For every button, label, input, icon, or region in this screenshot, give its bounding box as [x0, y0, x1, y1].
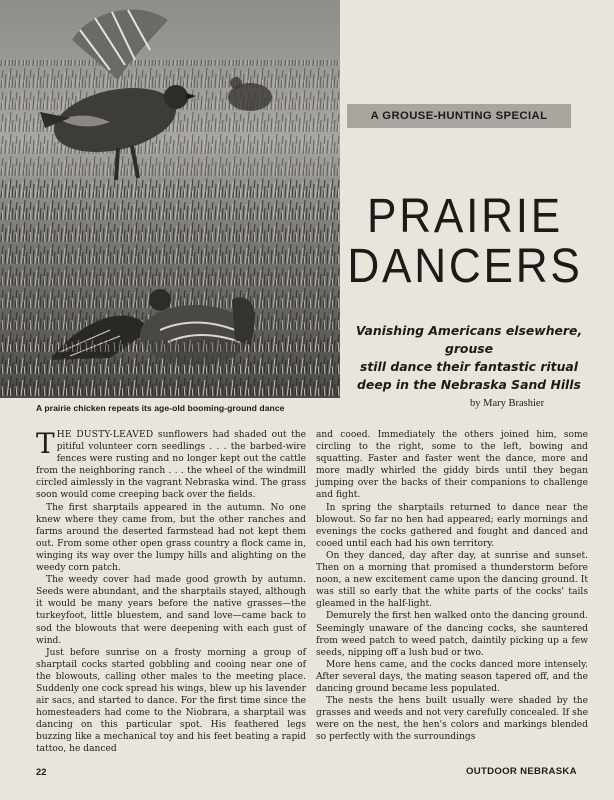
- article-column-right: [316, 429, 588, 743]
- subtitle-line-2: still dance their fantastic ritual: [359, 359, 579, 374]
- paragraph: More hens came, and the cocks danced more intensely. After several days, the mating season tapered off, and the dancing ground became less populated.: [316, 659, 588, 694]
- article-subtitle: [338, 322, 600, 394]
- title-line-1: PRAIRIE: [366, 190, 563, 243]
- paragraph: [36, 429, 306, 502]
- paragraph: In spring the sharptails returned to dance near the blowout. So far no hen had appeared; early mornings and evenings the cocks gathered and fought and danced and cooed until each had his own territory.: [316, 502, 588, 549]
- paragraph: The first sharptails appeared in the autumn. No one knew where they came from, but the other ranches and farms around the deserted farmstead had not kept them out. From some other open grass country a flock came in, winging its way over the lumpy hills and alighting on the weedy corn patch.: [36, 502, 306, 574]
- drop-cap: T: [36, 427, 55, 460]
- paragraph-text: sunflowers had shaded out the pitiful volunteer corn seedlings . . . the barbed-wire fences were rusting and no longer kept out the cattle from the neighboring ranch . . . the wheel of the windmill circled aimlessly in the vagrant Nebraska wind. The grass soon would come creeping back over the fields.: [36, 430, 306, 501]
- paragraph: Demurely the first hen walked onto the dancing ground. Seemingly unaware of the dancing cocks, she sauntered from weed patch to weed patch, daintily picking up a few seeds, nipping off a lush bud or two.: [316, 611, 588, 658]
- subtitle-line-3: deep in the Nebraska Sand Hills: [357, 377, 581, 392]
- paragraph: The nests the hens built usually were shaded by the grasses and weeds and not very carefully concealed. If she were on the nest, the hen's colors and markings blended so perfectly with the surroundings: [316, 696, 588, 743]
- lead-in: HE DUSTY-LEAVED: [56, 430, 154, 440]
- section-badge: A GROUSE-HUNTING SPECIAL: [347, 104, 571, 128]
- prairie-chicken-photo: [0, 0, 340, 398]
- photo-caption: A prairie chicken repeats its age-old booming-ground dance: [36, 403, 285, 413]
- paragraph: The weedy cover had made good growth by autumn. Seeds were abundant, and the sharptails stayed, although it would be many years before the native grasses—the turkeyfoot, little bluestem, and sand love—came back to sod the blowouts that were deepening with each gust of wind.: [36, 575, 306, 646]
- magazine-name: OUTDOOR NEBRASKA: [466, 766, 577, 777]
- title-line-2: DANCERS: [347, 240, 583, 293]
- paragraph: On they danced, day after day, at sunrise and sunset. Then on a morning that promised a thunderstorm before noon, a new excitement came upon the dancing ground. It was still so early that the white parts of the cocks' tails gleamed in the half-light.: [316, 550, 588, 610]
- subtitle-line-1: Vanishing Americans elsewhere, grouse: [355, 323, 583, 356]
- page-number: 22: [36, 766, 47, 777]
- byline: by Mary Brashier: [470, 398, 545, 409]
- paragraph: Just before sunrise on a frosty morning a group of sharptail cocks started gobbling and cooing near one of the blowouts, calling other males to the meeting place. Suddenly one cock spread his wings, blew up his lavender air sacs, and started to dance. For the first time since the homesteaders had come to the Niobrara, a sharptail was dancing on this particular spot. His feathered legs buzzing like a mechanical toy and his feet beating a rapid tattoo, he danced: [36, 647, 306, 755]
- article-column-left: [36, 429, 306, 756]
- article-title: [341, 192, 589, 292]
- paragraph: and cooed. Immediately the others joined him, some circling to the right, some to the left, bowing and squatting. Faster and faster went the dance, more and more madly whirled the giddy birds until they began jumping over the backs of their companions to challenge and fight.: [316, 430, 588, 501]
